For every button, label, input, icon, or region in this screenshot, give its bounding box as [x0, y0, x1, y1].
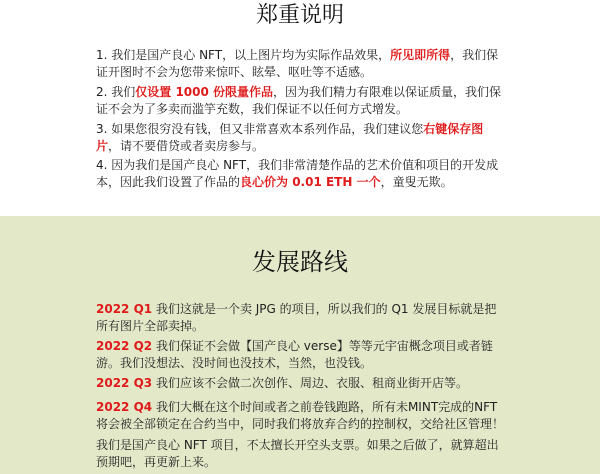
notice-item-4 [96, 157, 506, 190]
roadmap-quarter-label: 2022 Q3 [96, 376, 153, 390]
notice-item-4-text: 4. 因为我们是国产良心 NFT，我们非常清楚作品的艺术价值和项目的开发成本，因此我们设置了作品的 [96, 158, 499, 189]
roadmap-item-q2 [96, 338, 506, 371]
notice-item-1-text-end: ，我们保证开图时不会为您带来惊吓、眩晕、呕吐等不适感。 [96, 48, 499, 79]
roadmap-quarter-label: 2022 Q1 [96, 302, 153, 316]
roadmap-item-text: 我们大概在这个时间或者之前卷钱跑路，所有未MINT完成的NFT将会被全部锁定在合约当中，同时我们将放弃合约的控制权，交给社区管理！ [96, 400, 505, 431]
roadmap-quarter-label: 2022 Q4 [96, 400, 153, 414]
notice-item-1-highlight: 所见即所得 [390, 48, 451, 62]
notice-item-2-text: 2. 我们 [96, 85, 136, 99]
roadmap-item-q4 [96, 399, 506, 432]
roadmap-section [0, 216, 600, 474]
notice-item-3-text: 3. 如果您很穷没有钱，但又非常喜欢本系列作品，我们建议您 [96, 122, 424, 136]
notice-item-1-text: 1. 我们是国产良心 NFT，以上图片均为实际作品效果， [96, 48, 391, 62]
notice-title: 郑重说明 [255, 3, 344, 28]
roadmap-item-text: 我们这就是一个卖 JPG 的项目，所以我们的 Q1 发展目标就是把所有图片全部卖掉。 [96, 302, 497, 333]
notice-item-3-text-end: ，请不要借贷或者卖房参与。 [108, 138, 265, 153]
notice-section [0, 0, 600, 216]
notice-item-4-highlight: 良心价为 0.01 ETH 一个 [240, 174, 381, 189]
roadmap-title: 发展路线 [252, 248, 348, 276]
roadmap-footer-note: 我们是国产良心 NFT 项目，不太擅长开空头支票。如果之后做了，就算超出预期吧，再更新上来。 [96, 438, 499, 469]
notice-item-3 [96, 121, 506, 154]
roadmap-item-q1 [96, 301, 506, 334]
roadmap-item-text: 我们保证不会做【国产良心 verse】等等元宇宙概念项目或者链游。我们没想法、没时间也没技术，当然，也没钱。 [96, 339, 493, 370]
notice-item-2 [96, 84, 506, 117]
notice-item-2-text-end: ，因为我们精力有限难以保证质量，我们保证不会为了多卖而滥竽充数，我们保证不以任何方式增发。 [96, 85, 502, 116]
notice-item-1 [96, 47, 506, 80]
roadmap-item-text: 我们应该不会做二次创作、周边、衣服、租商业街开店等。 [152, 376, 468, 390]
notice-item-2-highlight: 仅设置 1000 份限量作品 [135, 85, 274, 99]
roadmap-item-q3 [96, 375, 506, 392]
notice-item-4-text-end: ，童叟无欺。 [380, 174, 453, 189]
roadmap-quarter-label: 2022 Q2 [96, 339, 153, 353]
notice-item-3-highlight: 右键保存图片 [96, 122, 484, 153]
